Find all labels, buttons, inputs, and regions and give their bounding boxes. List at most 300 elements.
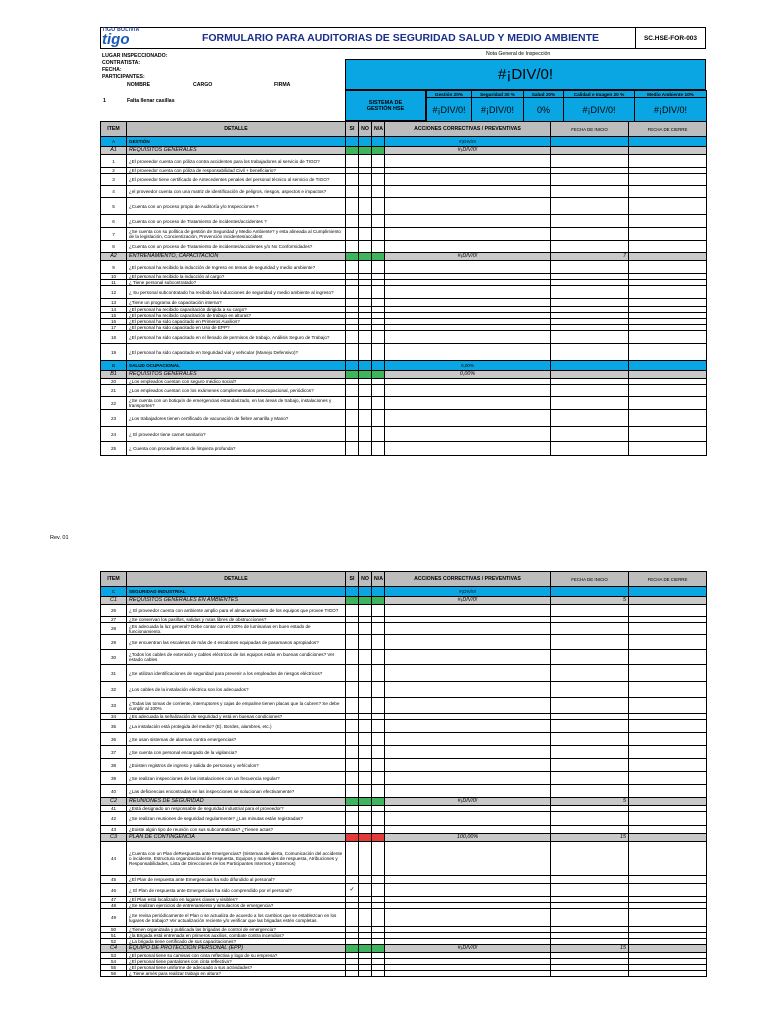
answer-si-cell[interactable] bbox=[346, 650, 359, 665]
answer-no-cell[interactable] bbox=[359, 785, 372, 798]
question-row bbox=[101, 331, 707, 344]
header-fecha-cierre: FECHA DE CIERRE bbox=[629, 572, 707, 587]
subsection-status-cell bbox=[372, 798, 385, 806]
answer-na-cell[interactable] bbox=[372, 241, 385, 253]
answer-na-cell[interactable] bbox=[372, 909, 385, 927]
answer-no-cell[interactable] bbox=[359, 261, 372, 274]
fecha-inicio-cell[interactable] bbox=[551, 623, 629, 635]
answer-si-cell[interactable] bbox=[346, 241, 359, 253]
fecha-cierre-cell[interactable] bbox=[629, 299, 707, 307]
fecha-inicio-cell[interactable] bbox=[551, 746, 629, 759]
fecha-cierre-cell[interactable] bbox=[629, 261, 707, 274]
question-text: ¿El proveedor tiene certificado de Antecedentes penales del personal técnico al servicio de TIGO? bbox=[127, 174, 346, 186]
question-text: ¿Tienen organizada y publicada las brigadas de control de emergencia? bbox=[127, 927, 346, 933]
subsection-status-cell bbox=[359, 253, 372, 261]
acciones-cell[interactable] bbox=[385, 299, 551, 307]
fecha-inicio-cell[interactable] bbox=[551, 720, 629, 733]
fecha-inicio-cell[interactable] bbox=[551, 174, 629, 186]
subsection-status-cell bbox=[372, 371, 385, 379]
subsection-score: #¡DIV/0! bbox=[385, 798, 551, 806]
fecha-cierre-cell[interactable] bbox=[629, 720, 707, 733]
answer-no-cell[interactable] bbox=[359, 174, 372, 186]
answer-na-cell[interactable] bbox=[372, 884, 385, 897]
acciones-cell[interactable] bbox=[385, 174, 551, 186]
fecha-inicio-cell[interactable] bbox=[551, 698, 629, 714]
question-number: 24 bbox=[101, 427, 127, 442]
answer-si-cell[interactable] bbox=[346, 759, 359, 772]
acciones-cell[interactable] bbox=[385, 826, 551, 834]
section-check-cell bbox=[372, 137, 385, 147]
answer-na-cell[interactable] bbox=[372, 785, 385, 798]
fecha-inicio-cell[interactable] bbox=[551, 635, 629, 650]
subsection-status-cell bbox=[346, 834, 359, 842]
answer-no-cell[interactable] bbox=[359, 385, 372, 397]
fecha-inicio-cell[interactable] bbox=[551, 971, 629, 977]
acciones-cell[interactable] bbox=[385, 665, 551, 682]
answer-si-cell[interactable] bbox=[346, 698, 359, 714]
answer-si-cell[interactable] bbox=[346, 261, 359, 274]
answer-na-cell[interactable] bbox=[372, 842, 385, 876]
answer-si-cell[interactable] bbox=[346, 623, 359, 635]
header-fecha-cierre: FECHA DE CIERRE bbox=[629, 122, 707, 137]
header-fecha-inicio: FECHA DE INICIO bbox=[551, 572, 629, 587]
question-number: 15 bbox=[101, 313, 127, 319]
answer-no-cell[interactable] bbox=[359, 746, 372, 759]
answer-si-cell[interactable] bbox=[346, 826, 359, 834]
answer-no-cell[interactable] bbox=[359, 241, 372, 253]
answer-no-cell[interactable] bbox=[359, 605, 372, 617]
acciones-cell[interactable] bbox=[385, 331, 551, 344]
acciones-cell[interactable] bbox=[385, 971, 551, 977]
answer-si-cell[interactable] bbox=[346, 442, 359, 456]
answer-na-cell[interactable] bbox=[372, 299, 385, 307]
fecha-inicio-cell[interactable] bbox=[551, 785, 629, 798]
question-number: 42 bbox=[101, 812, 127, 826]
question-number: 37 bbox=[101, 746, 127, 759]
answer-na-cell[interactable] bbox=[372, 215, 385, 228]
fecha-cierre-cell[interactable] bbox=[629, 665, 707, 682]
answer-na-cell[interactable] bbox=[372, 812, 385, 826]
fecha-inicio-cell[interactable] bbox=[551, 286, 629, 299]
acciones-cell[interactable] bbox=[385, 759, 551, 772]
fecha-cierre-cell[interactable] bbox=[629, 410, 707, 427]
answer-no-cell[interactable] bbox=[359, 286, 372, 299]
answer-na-cell[interactable] bbox=[372, 427, 385, 442]
answer-na-cell[interactable] bbox=[372, 385, 385, 397]
acciones-cell[interactable] bbox=[385, 733, 551, 746]
fecha-inicio-cell[interactable] bbox=[551, 385, 629, 397]
answer-no-cell[interactable] bbox=[359, 826, 372, 834]
answer-na-cell[interactable] bbox=[372, 331, 385, 344]
header-acciones: ACCIONES CORRECTIVAS / PREVENTIVAS bbox=[385, 122, 551, 137]
section-check-cell bbox=[372, 587, 385, 597]
answer-no-cell[interactable] bbox=[359, 733, 372, 746]
fecha-inicio-cell[interactable] bbox=[551, 410, 629, 427]
acciones-cell[interactable] bbox=[385, 650, 551, 665]
fecha-cierre-cell[interactable] bbox=[629, 746, 707, 759]
answer-no-cell[interactable] bbox=[359, 299, 372, 307]
fecha-inicio-cell[interactable] bbox=[551, 397, 629, 410]
answer-no-cell[interactable] bbox=[359, 623, 372, 635]
answer-no-cell[interactable] bbox=[359, 665, 372, 682]
subsection-status-cell bbox=[346, 147, 359, 155]
fecha-cierre-cell[interactable] bbox=[629, 623, 707, 635]
answer-na-cell[interactable] bbox=[372, 174, 385, 186]
acciones-cell[interactable] bbox=[385, 442, 551, 456]
answer-no-cell[interactable] bbox=[359, 442, 372, 456]
subsection-status-cell bbox=[359, 597, 372, 605]
question-text: ¿Es adecuada la luz general? Debe contar con el 100% de luminarias en buen estado de funcionamiento. bbox=[127, 623, 346, 635]
question-text: ¿Los empleados cuentan con seguro médico social? bbox=[127, 379, 346, 385]
question-text: ¿La instalación está protegida del medio? (E). Bordes, alambres, etc.) bbox=[127, 720, 346, 733]
section-check-cell bbox=[359, 137, 372, 147]
answer-na-cell[interactable] bbox=[372, 971, 385, 977]
answer-na-cell[interactable] bbox=[372, 155, 385, 168]
answer-si-cell[interactable] bbox=[346, 772, 359, 785]
subsection-count: 7 bbox=[551, 253, 629, 261]
fecha-inicio-cell[interactable] bbox=[551, 215, 629, 228]
answer-si-cell[interactable] bbox=[346, 746, 359, 759]
acciones-cell[interactable] bbox=[385, 772, 551, 785]
answer-no-cell[interactable] bbox=[359, 971, 372, 977]
score-value-gestion: #¡DIV/0! bbox=[427, 98, 472, 122]
participantes-label: PARTICIPANTES: bbox=[102, 74, 145, 80]
question-row bbox=[101, 442, 707, 456]
fecha-cierre-cell[interactable] bbox=[629, 682, 707, 698]
answer-na-cell[interactable] bbox=[372, 397, 385, 410]
fecha-cierre-cell[interactable] bbox=[629, 186, 707, 198]
acciones-cell[interactable] bbox=[385, 215, 551, 228]
answer-na-cell[interactable] bbox=[372, 410, 385, 427]
answer-na-cell[interactable] bbox=[372, 228, 385, 241]
question-row bbox=[101, 826, 707, 834]
answer-si-cell[interactable] bbox=[346, 971, 359, 977]
subsection-count: 5 bbox=[551, 798, 629, 806]
answer-na-cell[interactable] bbox=[372, 286, 385, 299]
fecha-inicio-cell[interactable] bbox=[551, 186, 629, 198]
answer-na-cell[interactable] bbox=[372, 826, 385, 834]
header-na: N/A bbox=[372, 572, 385, 587]
question-text: ¿ El proveedor cuenta con ambiente amplio para el almacenamiento de los equipos que provee TIGO? bbox=[127, 605, 346, 617]
fecha-inicio-cell[interactable] bbox=[551, 261, 629, 274]
answer-si-cell[interactable] bbox=[346, 186, 359, 198]
score-value-seguridad: #¡DIV/0! bbox=[472, 98, 524, 122]
fecha-inicio-cell[interactable] bbox=[551, 876, 629, 884]
answer-no-cell[interactable] bbox=[359, 650, 372, 665]
acciones-cell[interactable] bbox=[385, 909, 551, 927]
answer-si-cell[interactable] bbox=[346, 635, 359, 650]
answer-si-cell[interactable] bbox=[346, 410, 359, 427]
answer-na-cell[interactable] bbox=[372, 682, 385, 698]
acciones-cell[interactable] bbox=[385, 198, 551, 215]
fecha-cierre-cell[interactable] bbox=[629, 331, 707, 344]
question-row bbox=[101, 286, 707, 299]
acciones-cell[interactable] bbox=[385, 842, 551, 876]
fecha-cierre-cell[interactable] bbox=[629, 397, 707, 410]
fecha-cierre-cell[interactable] bbox=[629, 228, 707, 241]
question-number: 45 bbox=[101, 876, 127, 884]
answer-na-cell[interactable] bbox=[372, 772, 385, 785]
fecha-cierre-cell[interactable] bbox=[629, 971, 707, 977]
fecha-cierre-cell[interactable] bbox=[629, 198, 707, 215]
fecha-inicio-cell[interactable] bbox=[551, 909, 629, 927]
answer-no-cell[interactable] bbox=[359, 698, 372, 714]
answer-na-cell[interactable] bbox=[372, 442, 385, 456]
question-text: ¿El personal ha sido capacitado en el llenado de permisos de trabajo, Análisis Seguro de Trabajo? bbox=[127, 331, 346, 344]
subsection-fecha-cierre bbox=[629, 371, 707, 379]
answer-si-cell[interactable] bbox=[346, 909, 359, 927]
acciones-cell[interactable] bbox=[385, 720, 551, 733]
answer-no-cell[interactable] bbox=[359, 155, 372, 168]
answer-no-cell[interactable] bbox=[359, 397, 372, 410]
header-no: NO bbox=[359, 572, 372, 587]
question-number: 49 bbox=[101, 909, 127, 927]
answer-no-cell[interactable] bbox=[359, 427, 372, 442]
acciones-cell[interactable] bbox=[385, 785, 551, 798]
question-number: 10 bbox=[101, 274, 127, 280]
fecha-inicio-cell[interactable] bbox=[551, 812, 629, 826]
answer-si-cell[interactable] bbox=[346, 812, 359, 826]
acciones-cell[interactable] bbox=[385, 623, 551, 635]
fecha-cierre-cell[interactable] bbox=[629, 215, 707, 228]
acciones-cell[interactable] bbox=[385, 241, 551, 253]
fecha-inicio-cell[interactable] bbox=[551, 682, 629, 698]
answer-no-cell[interactable] bbox=[359, 228, 372, 241]
answer-si-cell[interactable] bbox=[346, 228, 359, 241]
answer-si-cell[interactable] bbox=[346, 299, 359, 307]
answer-no-cell[interactable] bbox=[359, 884, 372, 897]
answer-si-cell[interactable] bbox=[346, 198, 359, 215]
answer-na-cell[interactable] bbox=[372, 733, 385, 746]
answer-no-cell[interactable] bbox=[359, 876, 372, 884]
answer-na-cell[interactable] bbox=[372, 759, 385, 772]
answer-no-cell[interactable] bbox=[359, 812, 372, 826]
fecha-cierre-cell[interactable] bbox=[629, 344, 707, 361]
answer-si-cell[interactable] bbox=[346, 665, 359, 682]
acciones-cell[interactable] bbox=[385, 812, 551, 826]
answer-no-cell[interactable] bbox=[359, 198, 372, 215]
fecha-inicio-cell[interactable] bbox=[551, 772, 629, 785]
acciones-cell[interactable] bbox=[385, 427, 551, 442]
question-row bbox=[101, 720, 707, 733]
answer-no-cell[interactable] bbox=[359, 720, 372, 733]
fecha-inicio-cell[interactable] bbox=[551, 842, 629, 876]
fecha-cierre-cell[interactable] bbox=[629, 385, 707, 397]
fecha-inicio-cell[interactable] bbox=[551, 155, 629, 168]
fecha-cierre-cell[interactable] bbox=[629, 733, 707, 746]
fecha-cierre-cell[interactable] bbox=[629, 605, 707, 617]
acciones-cell[interactable] bbox=[385, 605, 551, 617]
subsection-status-cell bbox=[359, 834, 372, 842]
acciones-cell[interactable] bbox=[385, 155, 551, 168]
answer-si-cell[interactable] bbox=[346, 385, 359, 397]
answer-na-cell[interactable] bbox=[372, 746, 385, 759]
answer-no-cell[interactable] bbox=[359, 772, 372, 785]
question-number: 43 bbox=[101, 826, 127, 834]
acciones-cell[interactable] bbox=[385, 746, 551, 759]
question-number: 23 bbox=[101, 410, 127, 427]
fecha-inicio-cell[interactable] bbox=[551, 605, 629, 617]
fecha-inicio-cell[interactable] bbox=[551, 650, 629, 665]
section-score: #¡DIV/0! bbox=[385, 587, 551, 597]
section-fecha-inicio bbox=[551, 587, 629, 597]
answer-si-cell[interactable] bbox=[346, 785, 359, 798]
question-number: 18 bbox=[101, 331, 127, 344]
fecha-inicio-cell[interactable] bbox=[551, 331, 629, 344]
acciones-cell[interactable] bbox=[385, 286, 551, 299]
col-firma: FIRMA bbox=[274, 82, 291, 88]
score-header-calidad: Calidad e Imagen 20 % bbox=[564, 91, 635, 98]
fecha-cierre-cell[interactable] bbox=[629, 909, 707, 927]
subsection-title: REQUISITOS GENERALES EN AMBIENTES bbox=[127, 597, 346, 605]
answer-si-cell[interactable] bbox=[346, 427, 359, 442]
answer-no-cell[interactable] bbox=[359, 909, 372, 927]
question-text: ¿El personal ha recibido la inducción al cargo? bbox=[127, 274, 346, 280]
acciones-cell[interactable] bbox=[385, 884, 551, 897]
subsection-status-cell bbox=[372, 834, 385, 842]
acciones-cell[interactable] bbox=[385, 397, 551, 410]
answer-no-cell[interactable] bbox=[359, 635, 372, 650]
fecha-inicio-cell[interactable] bbox=[551, 826, 629, 834]
fecha-cierre-cell[interactable] bbox=[629, 884, 707, 897]
fecha-cierre-cell[interactable] bbox=[629, 286, 707, 299]
answer-na-cell[interactable] bbox=[372, 605, 385, 617]
acciones-cell[interactable] bbox=[385, 410, 551, 427]
answer-na-cell[interactable] bbox=[372, 650, 385, 665]
answer-si-cell[interactable] bbox=[346, 876, 359, 884]
acciones-cell[interactable] bbox=[385, 682, 551, 698]
acciones-cell[interactable] bbox=[385, 186, 551, 198]
answer-na-cell[interactable] bbox=[372, 665, 385, 682]
fecha-cierre-cell[interactable] bbox=[629, 174, 707, 186]
answer-na-cell[interactable] bbox=[372, 876, 385, 884]
answer-na-cell[interactable] bbox=[372, 186, 385, 198]
acciones-cell[interactable] bbox=[385, 385, 551, 397]
question-text: ¿Cuenta con un proceso propio de Auditoría y/o Inspecciones ? bbox=[127, 198, 346, 215]
subsection-row bbox=[101, 253, 707, 261]
answer-na-cell[interactable] bbox=[372, 623, 385, 635]
fecha-cierre-cell[interactable] bbox=[629, 772, 707, 785]
question-text: ¿ El Plan de respuesta ante Emergencias ha sido comprendido por el personal? bbox=[127, 884, 346, 897]
answer-si-cell[interactable] bbox=[346, 286, 359, 299]
question-row bbox=[101, 698, 707, 714]
answer-na-cell[interactable] bbox=[372, 198, 385, 215]
section-check-cell bbox=[346, 587, 359, 597]
answer-si-cell[interactable] bbox=[346, 884, 359, 897]
answer-si-cell[interactable] bbox=[346, 605, 359, 617]
question-number: 3 bbox=[101, 174, 127, 186]
acciones-cell[interactable] bbox=[385, 635, 551, 650]
answer-si-cell[interactable] bbox=[346, 720, 359, 733]
fecha-cierre-cell[interactable] bbox=[629, 650, 707, 665]
section-title: GESTIÓN bbox=[127, 137, 346, 147]
answer-si-cell[interactable] bbox=[346, 155, 359, 168]
section-fecha-inicio bbox=[551, 137, 629, 147]
fecha-inicio-cell[interactable] bbox=[551, 884, 629, 897]
answer-na-cell[interactable] bbox=[372, 344, 385, 361]
fecha-cierre-cell[interactable] bbox=[629, 876, 707, 884]
subsection-count: 5 bbox=[551, 597, 629, 605]
subsection-row bbox=[101, 834, 707, 842]
fecha-cierre-cell[interactable] bbox=[629, 427, 707, 442]
answer-no-cell[interactable] bbox=[359, 186, 372, 198]
fecha-inicio-cell[interactable] bbox=[551, 759, 629, 772]
question-text: ¿la Brigada está entrenada en primeros auxilios, combate contra incendios? bbox=[127, 933, 346, 939]
fecha-cierre-cell[interactable] bbox=[629, 759, 707, 772]
fecha-inicio-cell[interactable] bbox=[551, 344, 629, 361]
acciones-cell[interactable] bbox=[385, 228, 551, 241]
fecha-cierre-cell[interactable] bbox=[629, 442, 707, 456]
form-code: SC.HSE-FOR-003 bbox=[635, 27, 706, 49]
question-text: ¿El proveedor cuenta con póliza contra accidentes para los trabajadores al servicio de TIGO? bbox=[127, 155, 346, 168]
answer-si-cell[interactable] bbox=[346, 344, 359, 361]
answer-si-cell[interactable] bbox=[346, 397, 359, 410]
answer-no-cell[interactable] bbox=[359, 215, 372, 228]
answer-no-cell[interactable] bbox=[359, 759, 372, 772]
acciones-cell[interactable] bbox=[385, 344, 551, 361]
fecha-cierre-cell[interactable] bbox=[629, 812, 707, 826]
answer-no-cell[interactable] bbox=[359, 410, 372, 427]
fecha-cierre-cell[interactable] bbox=[629, 842, 707, 876]
score-header-gestion: Gestión 20% bbox=[427, 91, 472, 98]
answer-na-cell[interactable] bbox=[372, 698, 385, 714]
answer-si-cell[interactable] bbox=[346, 331, 359, 344]
question-row bbox=[101, 155, 707, 168]
fecha-inicio-cell[interactable] bbox=[551, 198, 629, 215]
question-number: 36 bbox=[101, 733, 127, 746]
question-number: 21 bbox=[101, 385, 127, 397]
fecha-inicio-cell[interactable] bbox=[551, 442, 629, 456]
acciones-cell[interactable] bbox=[385, 876, 551, 884]
acciones-cell[interactable] bbox=[385, 698, 551, 714]
answer-na-cell[interactable] bbox=[372, 635, 385, 650]
answer-no-cell[interactable] bbox=[359, 344, 372, 361]
question-number: 56 bbox=[101, 971, 127, 977]
question-row bbox=[101, 759, 707, 772]
acciones-cell[interactable] bbox=[385, 261, 551, 274]
question-number: 29 bbox=[101, 635, 127, 650]
answer-no-cell[interactable] bbox=[359, 331, 372, 344]
answer-si-cell[interactable] bbox=[346, 174, 359, 186]
fecha-cierre-cell[interactable] bbox=[629, 826, 707, 834]
fecha-cierre-cell[interactable] bbox=[629, 785, 707, 798]
fecha-cierre-cell[interactable] bbox=[629, 698, 707, 714]
fecha-inicio-cell[interactable] bbox=[551, 733, 629, 746]
question-text: ¿Existe algún tipo de reunión con sus subcontratistas? ¿Tienen actas? bbox=[127, 826, 346, 834]
answer-si-cell[interactable] bbox=[346, 215, 359, 228]
fecha-cierre-cell[interactable] bbox=[629, 155, 707, 168]
fecha-inicio-cell[interactable] bbox=[551, 665, 629, 682]
answer-si-cell[interactable] bbox=[346, 682, 359, 698]
answer-si-cell[interactable] bbox=[346, 842, 359, 876]
subsection-code: C3 bbox=[101, 834, 127, 842]
answer-na-cell[interactable] bbox=[372, 720, 385, 733]
fecha-inicio-cell[interactable] bbox=[551, 241, 629, 253]
fecha-cierre-cell[interactable] bbox=[629, 635, 707, 650]
answer-no-cell[interactable] bbox=[359, 682, 372, 698]
subsection-row bbox=[101, 597, 707, 605]
answer-si-cell[interactable] bbox=[346, 733, 359, 746]
subsection-status-cell bbox=[372, 945, 385, 953]
fecha-inicio-cell[interactable] bbox=[551, 299, 629, 307]
subsection-score: #¡DIV/0! bbox=[385, 253, 551, 261]
fecha-inicio-cell[interactable] bbox=[551, 427, 629, 442]
fecha-cierre-cell[interactable] bbox=[629, 241, 707, 253]
answer-na-cell[interactable] bbox=[372, 261, 385, 274]
answer-no-cell[interactable] bbox=[359, 842, 372, 876]
section-fecha-cierre bbox=[629, 587, 707, 597]
fecha-inicio-cell[interactable] bbox=[551, 228, 629, 241]
